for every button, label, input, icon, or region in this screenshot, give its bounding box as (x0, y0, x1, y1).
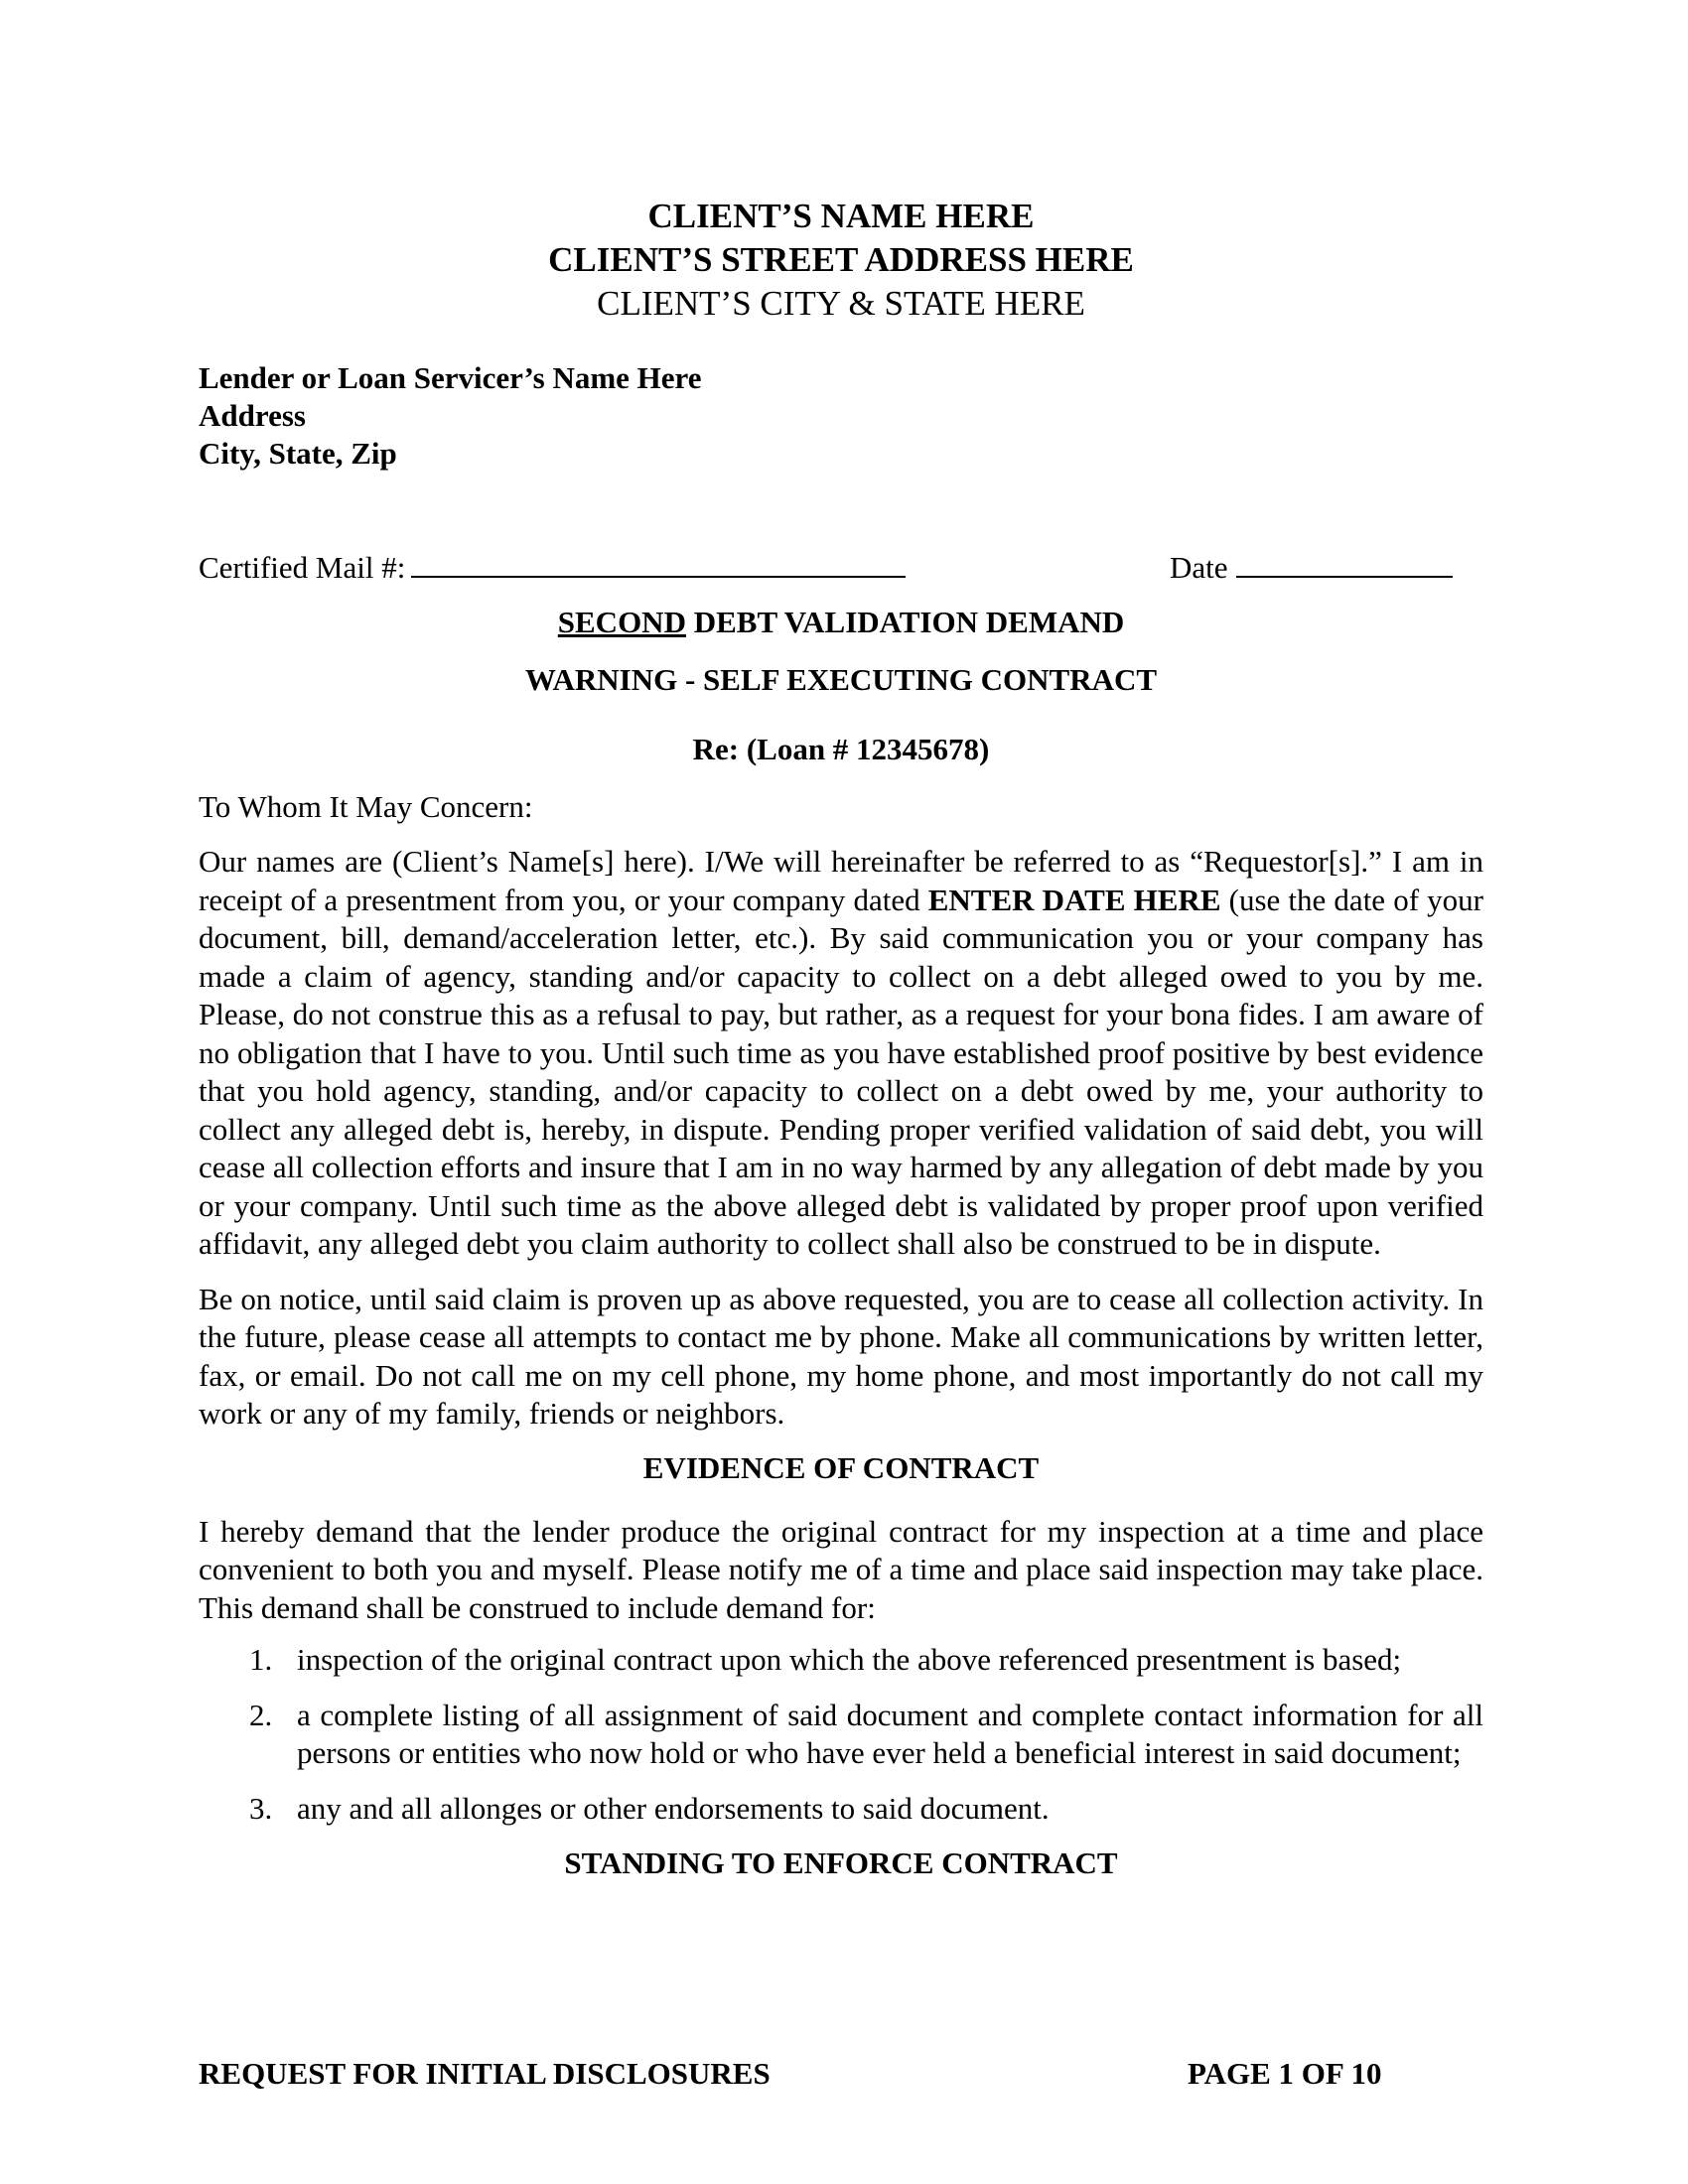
list-item-text: any and all allonges or other endorsements to said document. (297, 1790, 1050, 1826)
client-city-state: CLIENT’S CITY & STATE HERE (597, 284, 1085, 323)
demand-list (199, 1641, 1483, 1828)
document-title (199, 604, 1483, 641)
client-name: CLIENT’S NAME HERE (647, 197, 1035, 235)
certified-mail-blank (411, 546, 906, 578)
enter-date-placeholder: ENTER DATE HERE (927, 882, 1221, 917)
list-item (199, 1697, 1483, 1773)
standing-heading: STANDING TO ENFORCE CONTRACT (564, 1845, 1118, 1880)
footer-title: REQUEST FOR INITIAL DISCLOSURES (199, 2056, 771, 2091)
list-item-number: 1. (249, 1642, 273, 1677)
lender-name: Lender or Loan Servicer’s Name Here (199, 360, 702, 395)
lender-address-block (199, 359, 1483, 473)
date-blank (1236, 546, 1453, 578)
paragraph-intro-start: Our names are (Client’s Name[s] here). I/We will hereinafter be referred to as “Requestor[s].” I am in receipt of a presentment from you, or your company dated (199, 844, 1483, 917)
certified-mail-field (199, 546, 906, 587)
re-line: Re: (Loan # 12345678) (692, 732, 990, 766)
warning-title: WARNING - SELF EXECUTING CONTRACT (524, 662, 1158, 697)
list-item-text: inspection of the original contract upon which the above referenced presentment is based; (297, 1642, 1402, 1677)
list-item-number: 2. (249, 1697, 273, 1732)
list-item-number: 3. (249, 1790, 273, 1826)
paragraph-intro (199, 843, 1483, 1264)
list-item-text: a complete listing of all assignment of said document and complete contact information for all persons or entities who now hold or who have ever held a beneficial interest in said document; (297, 1697, 1483, 1770)
paragraph-demand: I hereby demand that the lender produce the original contract for my inspection at a time and place convenient to both you and myself. Please notify me of a time and place said inspection may take place. This demand shall be construed to include demand for: (199, 1513, 1483, 1625)
evidence-of-contract-heading: EVIDENCE OF CONTRACT (642, 1449, 1040, 1485)
title-rest: DEBT VALIDATION DEMAND (685, 605, 1125, 639)
date-field (1170, 546, 1453, 587)
salutation: To Whom It May Concern: (199, 789, 533, 824)
list-item (199, 1641, 1483, 1680)
client-street: CLIENT’S STREET ADDRESS HERE (548, 240, 1134, 279)
paragraph-notice: Be on notice, until said claim is proven up as above requested, you are to cease all collection activity. In the future, please cease all attempts to contact me by phone. Make all communications by written letter, fax, or email. Do not call me on my cell phone, my home phone, and most importantly do not call my work or any of my family, friends or neighbors. (199, 1281, 1483, 1431)
letter-body (199, 195, 1483, 1882)
lender-address: Address (199, 398, 306, 433)
list-item (199, 1790, 1483, 1829)
paragraph-intro-end: (use the date of your document, bill, demand/acceleration letter, etc.). By said communication you or your company has made a claim of agency, standing and/or capacity to collect on a debt alleged owed to you by me. Please, do not construe this as a refusal to pay, but rather, as a request for your bona fides. I am aware of no obligation that I have to you. Until such time as you have established proof positive by best evidence that you hold agency, standing, and/or capacity to collect on a debt owed by me, your authority to collect any alleged debt is, hereby, in dispute. Pending proper verified validation of said debt, you will cease all collection efforts and insure that I am in no way harmed by any allegation of debt made by you or your company. Until such time as the above alleged debt is validated by proper proof upon verified affidavit, any alleged debt you claim authority to collect shall also be construed to be in dispute. (199, 882, 1483, 1261)
page-number: PAGE 1 OF 10 (1188, 2056, 1382, 2091)
date-label: Date (1170, 550, 1228, 585)
client-header (199, 195, 1483, 326)
title-second-word: SECOND (557, 605, 686, 639)
certified-mail-label: Certified Mail #: (199, 550, 406, 585)
certified-mail-line (199, 546, 1483, 586)
lender-city-state-zip: City, State, Zip (199, 436, 397, 471)
page-footer (199, 2055, 1483, 2095)
